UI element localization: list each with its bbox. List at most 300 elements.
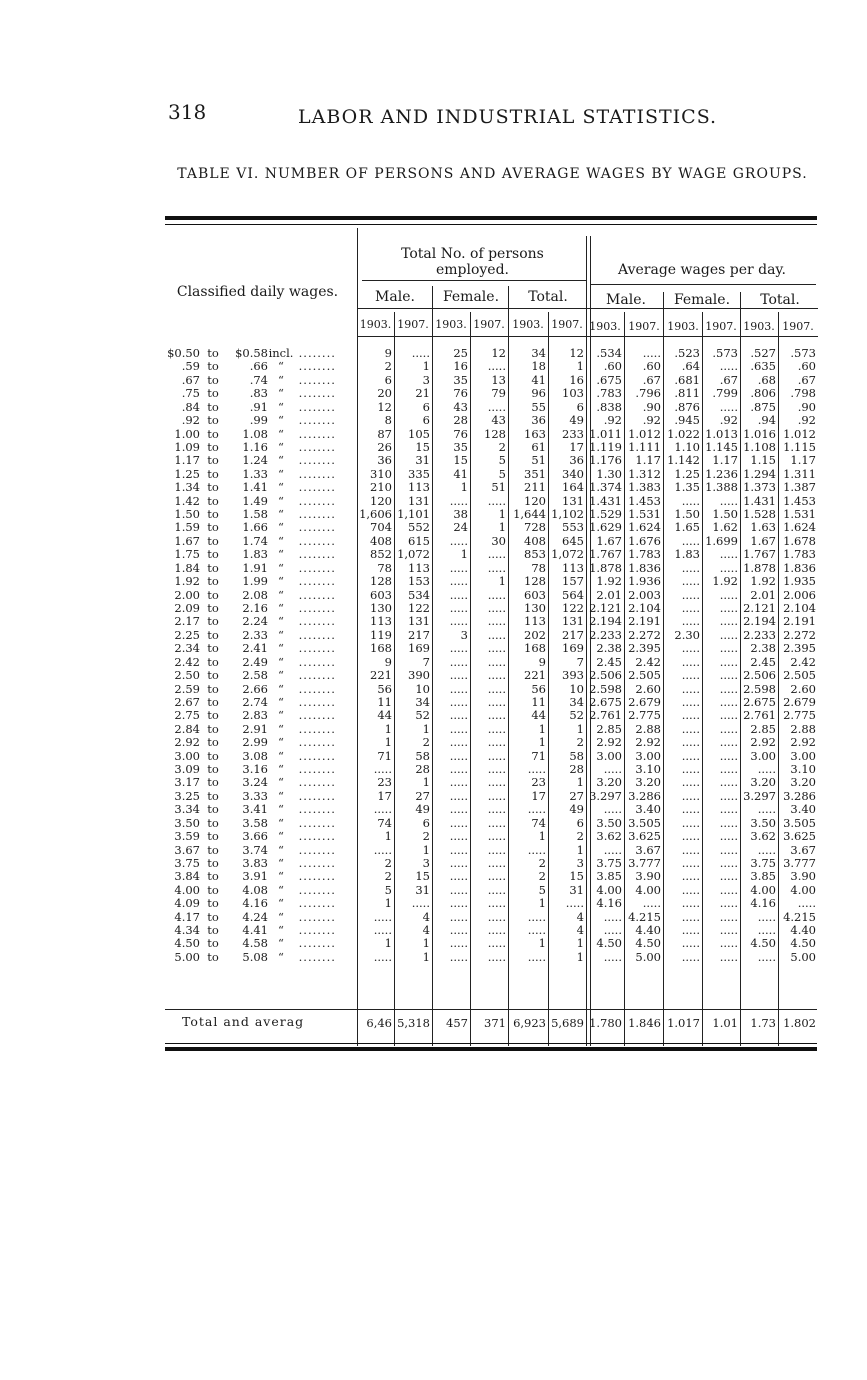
table-cell: ..... — [449, 654, 468, 669]
table-cell: ..... — [487, 681, 506, 696]
table-cell: 4 — [422, 909, 430, 924]
range-to: to — [207, 561, 219, 575]
table-cell: 36 — [377, 453, 392, 468]
table-cell: 3.286 — [628, 788, 661, 803]
range-part: 2.83 — [242, 709, 268, 723]
table-cell: ..... — [449, 815, 468, 830]
range-part: .92 — [181, 414, 200, 428]
table-cell: 1.25 — [674, 466, 700, 481]
table-cell: ..... — [681, 587, 700, 602]
range-to: to — [207, 400, 219, 414]
range-part: “ — [278, 776, 284, 790]
table-cell: 128 — [524, 574, 546, 589]
range-part: 3.33 — [242, 789, 268, 803]
range-part: 3.58 — [242, 816, 268, 830]
table-cell: 2.45 — [750, 654, 776, 669]
row-label — [158, 414, 343, 427]
row-label — [158, 589, 343, 602]
leader-dots: ........ — [294, 561, 336, 575]
range-part: “ — [278, 709, 284, 723]
range-part: 3.84 — [174, 870, 200, 884]
total-cell: 1.01 — [712, 1016, 738, 1030]
table-cell: 1 — [538, 896, 546, 911]
total-cell: 1.73 — [750, 1016, 776, 1030]
table-cell: 2.85 — [750, 721, 776, 736]
leader-dots: ........ — [294, 682, 336, 696]
table-cell: 1.453 — [628, 493, 661, 508]
range-to: to — [207, 749, 219, 763]
range-part: 1.59 — [174, 521, 200, 535]
table-cell: ..... — [487, 815, 506, 830]
total-cell: 1.017 — [667, 1016, 700, 1030]
table-cell: ..... — [719, 949, 738, 964]
table-cell: ..... — [449, 641, 468, 656]
table-cell: ..... — [449, 802, 468, 817]
table-cell: 2.60 — [790, 681, 816, 696]
row-label — [158, 508, 343, 521]
table-cell: .60 — [603, 359, 622, 374]
table-cell: 1,644 — [513, 507, 546, 522]
row-label — [158, 803, 343, 816]
table-cell: 34 — [569, 694, 584, 709]
table-cell: 3.00 — [596, 748, 622, 763]
table-cell: ..... — [719, 694, 738, 709]
table-cell: 4 — [422, 923, 430, 938]
table-cell: 15 — [415, 439, 430, 454]
table-cell: 1 — [384, 936, 392, 951]
table-cell: 56 — [377, 681, 392, 696]
range-part: .67 — [181, 373, 200, 387]
table-cell: ..... — [719, 627, 738, 642]
table-cell: 122 — [562, 600, 584, 615]
table-cell: ..... — [719, 762, 738, 777]
header-classified: Classified daily wages. — [176, 284, 339, 300]
range-part: 2.50 — [174, 669, 200, 683]
range-part: 2.99 — [242, 736, 268, 750]
table-cell: 6 — [384, 372, 392, 387]
table-cell: 1.142 — [667, 453, 700, 468]
table-cell: ..... — [411, 896, 430, 911]
table-cell: 169 — [562, 641, 584, 656]
range-part: “ — [278, 414, 284, 428]
table-cell: .90 — [642, 399, 661, 414]
table-cell: 113 — [562, 560, 584, 575]
range-to: to — [207, 695, 219, 709]
table-cell: ..... — [449, 923, 468, 938]
table-cell: ..... — [449, 560, 468, 575]
table-cell: ..... — [719, 775, 738, 790]
table-cell: ..... — [449, 694, 468, 709]
table-cell: ..... — [603, 842, 622, 857]
table-cell: 30 — [491, 533, 506, 548]
table-cell: 2.598 — [743, 681, 776, 696]
table-cell: 1.629 — [589, 520, 622, 535]
total-cell: 371 — [484, 1016, 506, 1030]
table-cell: 18 — [531, 359, 546, 374]
year-header-6: 1907. — [551, 318, 583, 331]
table-cell: 2.38 — [596, 641, 622, 656]
table-cell: 41 — [453, 466, 468, 481]
table-cell: ..... — [449, 829, 468, 844]
table-cell: 3.286 — [783, 788, 816, 803]
bottom-rule-thin — [165, 1043, 817, 1044]
year-header-7: 1903. — [589, 320, 621, 333]
range-part: “ — [278, 897, 284, 911]
table-cell: 233 — [562, 426, 584, 441]
table-cell: 603 — [370, 587, 392, 602]
range-part: .91 — [249, 400, 268, 414]
table-cell: 1 — [422, 842, 430, 857]
table-cell: 17 — [569, 439, 584, 454]
leader-dots: ........ — [294, 897, 336, 911]
header-total-wages: Total. — [760, 292, 800, 308]
range-part: 1.24 — [242, 454, 268, 468]
table-cell: 71 — [531, 748, 546, 763]
table-cell: 122 — [408, 600, 430, 615]
table-cell: 728 — [524, 520, 546, 535]
table-cell: .90 — [797, 399, 816, 414]
row-label — [158, 817, 343, 830]
range-part: 1.50 — [174, 508, 200, 522]
table-cell: 1 — [422, 359, 430, 374]
range-to: to — [207, 628, 219, 642]
table-cell: 51 — [491, 480, 506, 495]
leader-dots: ........ — [294, 534, 336, 548]
table-cell: .838 — [596, 399, 622, 414]
range-to: to — [207, 803, 219, 817]
table-cell: 2.679 — [783, 694, 816, 709]
table-cell: 1,072 — [397, 547, 430, 562]
range-part: “ — [278, 816, 284, 830]
table-cell: 2.194 — [589, 614, 622, 629]
range-part: 4.00 — [174, 883, 200, 897]
table-cell: .783 — [596, 386, 622, 401]
range-part: 1.09 — [174, 440, 200, 454]
table-cell: 44 — [531, 708, 546, 723]
range-to: to — [207, 937, 219, 951]
table-cell: 1.767 — [743, 547, 776, 562]
table-cell: 3.20 — [790, 775, 816, 790]
table-cell: ..... — [681, 721, 700, 736]
table-cell: 1 — [460, 547, 468, 562]
table-cell: 4.00 — [750, 882, 776, 897]
leader-dots: ........ — [294, 347, 336, 360]
table-cell: 1 — [384, 721, 392, 736]
table-cell: 113 — [524, 614, 546, 629]
leader-dots: ........ — [294, 856, 336, 870]
table-cell: 4.215 — [628, 909, 661, 924]
table-cell: ..... — [449, 668, 468, 683]
table-cell: .811 — [674, 386, 700, 401]
table-cell: 56 — [531, 681, 546, 696]
leader-dots: ........ — [294, 776, 336, 790]
range-part: “ — [278, 883, 284, 897]
table-cell: ..... — [719, 842, 738, 857]
table-cell: ..... — [449, 587, 468, 602]
total-cell: 1.780 — [589, 1016, 622, 1030]
range-part: “ — [278, 695, 284, 709]
range-part: 2.92 — [174, 736, 200, 750]
table-cell: 3.625 — [628, 829, 661, 844]
header-rule-persons — [362, 280, 586, 281]
table-cell: 43 — [491, 413, 506, 428]
table-cell: 169 — [408, 641, 430, 656]
table-cell: 27 — [415, 788, 430, 803]
table-cell: 1.453 — [783, 493, 816, 508]
table-cell: 2.775 — [783, 708, 816, 723]
table-cell: 1.529 — [589, 507, 622, 522]
leader-dots: ........ — [294, 548, 336, 562]
table-cell: ..... — [719, 493, 738, 508]
table-cell: 61 — [531, 439, 546, 454]
year-header-9: 1903. — [667, 320, 699, 333]
row-label — [158, 602, 343, 615]
leader-dots: ........ — [294, 937, 336, 951]
table-cell: ..... — [681, 681, 700, 696]
table-cell: 1 — [576, 359, 584, 374]
table-cell: ..... — [449, 936, 468, 951]
table-cell: ..... — [719, 923, 738, 938]
range-part: 2.33 — [242, 628, 268, 642]
table-cell: 76 — [453, 426, 468, 441]
range-part: “ — [278, 803, 284, 817]
leader-dots: ........ — [294, 400, 336, 414]
table-cell: 1 — [384, 735, 392, 750]
row-label — [158, 535, 343, 548]
range-part: 1.34 — [174, 481, 200, 495]
range-part: 4.34 — [174, 924, 200, 938]
table-cell: 2.38 — [750, 641, 776, 656]
table-cell: ..... — [487, 949, 506, 964]
table-cell: 2.505 — [783, 668, 816, 683]
table-cell: ..... — [681, 574, 700, 589]
bottom-rule-thick — [165, 1047, 817, 1051]
table-cell: ..... — [411, 346, 430, 360]
table-cell: .573 — [712, 346, 738, 360]
range-part: 4.50 — [174, 937, 200, 951]
table-cell: 217 — [408, 627, 430, 642]
header-total-persons-sub: Total. — [528, 289, 568, 305]
table-cell: 2 — [422, 829, 430, 844]
table-cell: 1.935 — [783, 574, 816, 589]
table-cell: 1.783 — [628, 547, 661, 562]
range-part: 2.41 — [242, 642, 268, 656]
table-cell: ..... — [719, 721, 738, 736]
table-cell: ..... — [487, 896, 506, 911]
row-label — [158, 924, 343, 937]
leader-dots: ........ — [294, 709, 336, 723]
table-cell: 2 — [538, 855, 546, 870]
table-cell: ..... — [719, 587, 738, 602]
table-cell: ..... — [719, 359, 738, 374]
table-cell: 1 — [384, 829, 392, 844]
table-cell: 4.00 — [635, 882, 661, 897]
table-cell: ..... — [527, 923, 546, 938]
table-cell: 28 — [415, 762, 430, 777]
table-cell: ..... — [449, 708, 468, 723]
range-part: “ — [278, 387, 284, 401]
row-label — [158, 495, 343, 508]
table-cell: .60 — [797, 359, 816, 374]
table-cell: 5 — [498, 466, 506, 481]
table-cell: ..... — [719, 936, 738, 951]
table-cell: 1.111 — [628, 439, 661, 454]
table-cell: ..... — [681, 829, 700, 844]
range-to: to — [207, 601, 219, 615]
range-to: to — [207, 548, 219, 562]
top-rule-thick — [165, 216, 817, 220]
range-part: 4.16 — [242, 897, 268, 911]
range-to: to — [207, 950, 219, 964]
table-cell: ..... — [449, 735, 468, 750]
table-cell: 3.90 — [790, 869, 816, 884]
row-label — [158, 629, 343, 642]
table-cell: 552 — [408, 520, 430, 535]
table-cell: .527 — [750, 346, 776, 360]
table-cell: 7 — [422, 654, 430, 669]
table-cell: 1.108 — [743, 439, 776, 454]
table-cell: 1 — [538, 721, 546, 736]
total-cell: 457 — [446, 1016, 468, 1030]
table-cell: 1.836 — [628, 560, 661, 575]
table-cell: ..... — [487, 359, 506, 374]
table-cell: 119 — [370, 627, 392, 642]
table-cell: .635 — [750, 359, 776, 374]
table-cell: 4.40 — [635, 923, 661, 938]
row-label — [158, 468, 343, 481]
table-cell: 23 — [531, 775, 546, 790]
table-cell: 4.215 — [783, 909, 816, 924]
table-cell: ..... — [487, 587, 506, 602]
range-to: to — [207, 347, 219, 360]
table-cell: 2.233 — [589, 627, 622, 642]
range-part: 3.24 — [242, 776, 268, 790]
table-cell: 105 — [408, 426, 430, 441]
table-cell: 2.121 — [743, 600, 776, 615]
table-cell: ..... — [757, 762, 776, 777]
table-cell: ..... — [487, 547, 506, 562]
table-cell: 31 — [569, 882, 584, 897]
range-part: “ — [278, 937, 284, 951]
table-cell: 2.104 — [783, 600, 816, 615]
table-cell: 1.67 — [596, 533, 622, 548]
table-cell: ..... — [681, 842, 700, 857]
page-number: 318 — [168, 100, 207, 124]
table-cell: 1 — [576, 842, 584, 857]
year-header-10: 1907. — [705, 320, 737, 333]
row-label — [158, 562, 343, 575]
table-cell: 76 — [453, 386, 468, 401]
table-cell: ..... — [757, 802, 776, 817]
table-cell: 3 — [422, 855, 430, 870]
table-cell: ..... — [681, 748, 700, 763]
range-part: “ — [278, 615, 284, 629]
row-label — [158, 387, 343, 400]
table-cell: ..... — [642, 896, 661, 911]
range-part: 3.41 — [242, 803, 268, 817]
table-cell: 2 — [384, 855, 392, 870]
leader-dots: ........ — [294, 830, 336, 844]
range-part: 4.58 — [242, 937, 268, 951]
row-label — [158, 656, 343, 669]
table-cell: ..... — [487, 600, 506, 615]
table-cell: 1.528 — [743, 507, 776, 522]
table-cell: ..... — [681, 869, 700, 884]
table-cell: ..... — [449, 681, 468, 696]
table-cell: ..... — [719, 882, 738, 897]
header-male-persons: Male. — [375, 289, 415, 305]
table-cell: .798 — [790, 386, 816, 401]
leader-dots: ........ — [294, 508, 336, 522]
range-to: to — [207, 897, 219, 911]
table-cell: 1 — [384, 896, 392, 911]
table-cell: 1.388 — [705, 480, 738, 495]
table-cell: ..... — [681, 815, 700, 830]
table-cell: 2.121 — [589, 600, 622, 615]
table-cell: ..... — [603, 909, 622, 924]
table-cell: 1.17 — [635, 453, 661, 468]
range-part: 1.16 — [242, 440, 268, 454]
range-part: “ — [278, 736, 284, 750]
range-part: “ — [278, 508, 284, 522]
table-cell: 2.761 — [743, 708, 776, 723]
range-part: 2.09 — [174, 601, 200, 615]
table-cell: 11 — [531, 694, 546, 709]
table-cell: 5 — [538, 882, 546, 897]
range-to: to — [207, 615, 219, 629]
table-cell: 853 — [524, 547, 546, 562]
range-part: 1.42 — [174, 494, 200, 508]
range-part: “ — [278, 924, 284, 938]
year-header-5: 1903. — [512, 318, 544, 331]
range-part: “ — [278, 561, 284, 575]
range-part: 1.00 — [174, 427, 200, 441]
range-part: 1.41 — [242, 481, 268, 495]
table-cell: ..... — [719, 399, 738, 414]
table-cell: .573 — [790, 346, 816, 360]
range-part: “ — [278, 534, 284, 548]
table-cell: 28 — [569, 762, 584, 777]
table-cell: 1 — [538, 829, 546, 844]
range-part: $0.50 — [167, 347, 200, 360]
range-part: 3.25 — [174, 789, 200, 803]
table-cell: ..... — [719, 909, 738, 924]
table-cell: 51 — [531, 453, 546, 468]
table-cell: ..... — [487, 829, 506, 844]
table-cell: 28 — [453, 413, 468, 428]
table-cell: 2.006 — [783, 587, 816, 602]
table-cell: 1.016 — [743, 426, 776, 441]
table-cell: 3.505 — [783, 815, 816, 830]
header-female-wages: Female. — [673, 292, 731, 308]
table-cell: 49 — [415, 802, 430, 817]
range-part: “ — [278, 763, 284, 777]
table-cell: 2.42 — [790, 654, 816, 669]
table-cell: ..... — [487, 802, 506, 817]
table-cell: 11 — [377, 694, 392, 709]
range-part: “ — [278, 400, 284, 414]
range-part: 4.17 — [174, 910, 200, 924]
leader-dots: ........ — [294, 628, 336, 642]
table-cell: 3.00 — [790, 748, 816, 763]
range-part: .83 — [249, 387, 268, 401]
table-cell: 2 — [498, 439, 506, 454]
table-cell: ..... — [487, 399, 506, 414]
row-label — [158, 897, 343, 910]
table-cell: ..... — [487, 869, 506, 884]
leader-dots: ........ — [294, 655, 336, 669]
table-cell: 9 — [384, 654, 392, 669]
